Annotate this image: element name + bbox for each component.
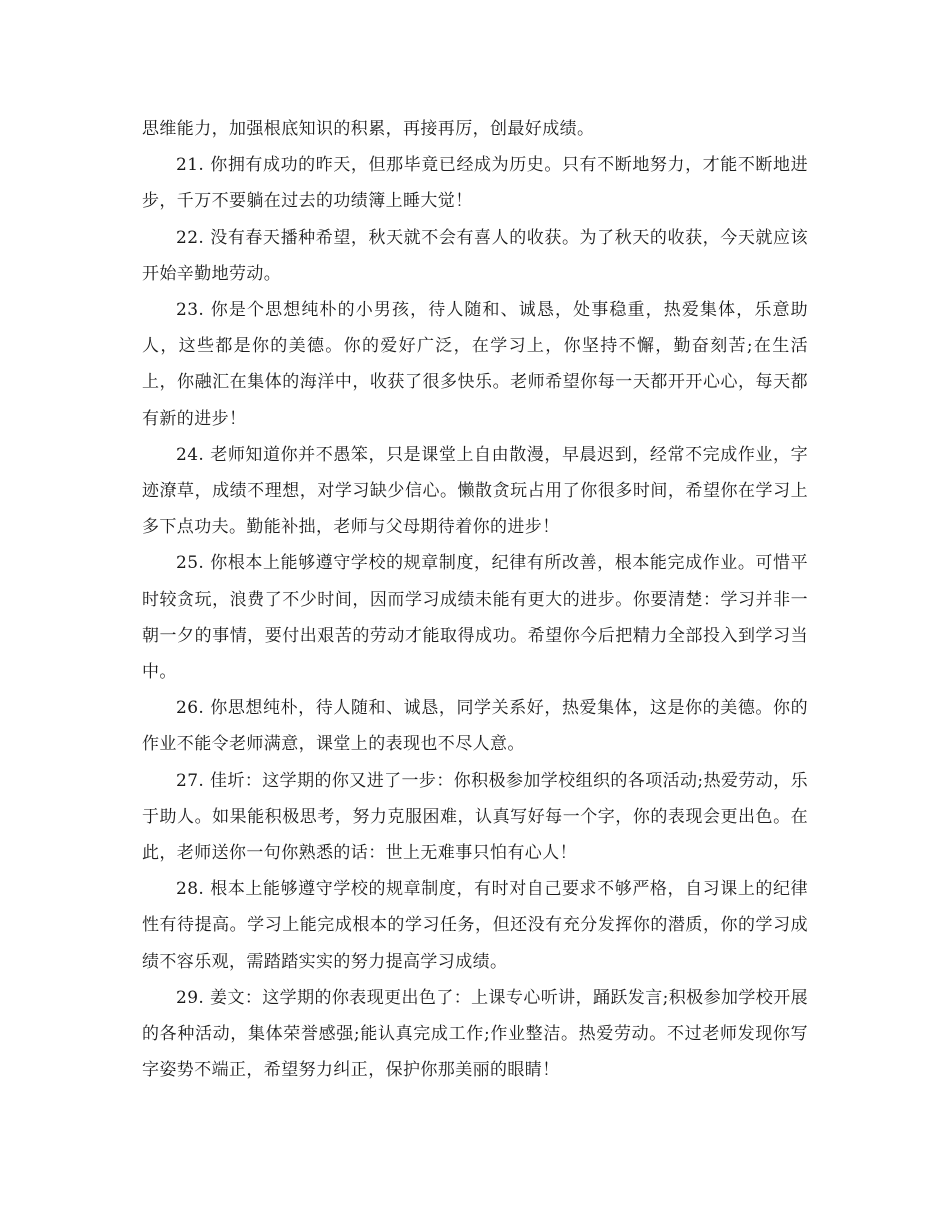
paragraph-29: 29. 姜文：这学期的你表现更出色了：上课专心听讲，踊跃发言;积极参加学校开展的各种活动，集体荣誉感强;能认真完成工作;作业整洁。热爱劳动。不过老师发现你写字姿势不端正，希望努力纠正，保护你那美丽的眼睛！ — [142, 987, 808, 1081]
paragraph-continuation: 思维能力，加强根底知识的积累，再接再厉，创最好成绩。 — [142, 119, 595, 139]
document-body — [142, 111, 808, 1088]
paragraph-23: 23. 你是个思想纯朴的小男孩，待人随和、诚恳，处事稳重，热爱集体，乐意助人，这些都是你的美德。你的爱好广泛，在学习上，你坚持不懈，勤奋刻苦;在生活上，你融汇在集体的海洋中，收获了很多快乐。老师希望你每一天都开开心心，每天都有新的进步！ — [142, 300, 808, 429]
paragraph-22: 22. 没有春天播种希望，秋天就不会有喜人的收获。为了秋天的收获，今天就应该开始辛勤地劳动。 — [142, 227, 808, 284]
paragraph-24: 24. 老师知道你并不愚笨，只是课堂上自由散漫，早晨迟到，经常不完成作业，字迹潦草，成绩不理想，对学习缺少信心。懒散贪玩占用了你很多时间，希望你在学习上多下点功夫。勤能补拙，老师与父母期待着你的进步！ — [142, 444, 808, 538]
paragraph-27: 27. 佳圻：这学期的你又进了一步：你积极参加学校组织的各项活动;热爱劳动，乐于助人。如果能积极思考，努力克服困难，认真写好每一个字，你的表现会更出色。在此，老师送你一句你熟悉的话：世上无难事只怕有心人！ — [142, 770, 808, 864]
paragraph-21: 21. 你拥有成功的昨天，但那毕竟已经成为历史。只有不断地努力，才能不断地进步，千万不要躺在过去的功绩簿上睡大觉！ — [142, 155, 808, 212]
paragraph-25: 25. 你根本上能够遵守学校的规章制度，纪律有所改善，根本能完成作业。可惜平时较贪玩，浪费了不少时间，因而学习成绩未能有更大的进步。你要清楚：学习并非一朝一夕的事情，要付出艰苦的劳动才能取得成功。希望你今后把精力全部投入到学习当中。 — [142, 553, 808, 683]
paragraph-28: 28. 根本上能够遵守学校的规章制度，有时对自己要求不够严格，自习课上的纪律性有待提高。学习上能完成根本的学习任务，但还没有充分发挥你的潜质，你的学习成绩不容乐观，需踏踏实实的努力提高学习成绩。 — [142, 879, 808, 972]
paragraph-26: 26. 你思想纯朴，待人随和、诚恳，同学关系好，热爱集体，这是你的美德。你的作业不能令老师满意，课堂上的表现也不尽人意。 — [142, 698, 808, 755]
